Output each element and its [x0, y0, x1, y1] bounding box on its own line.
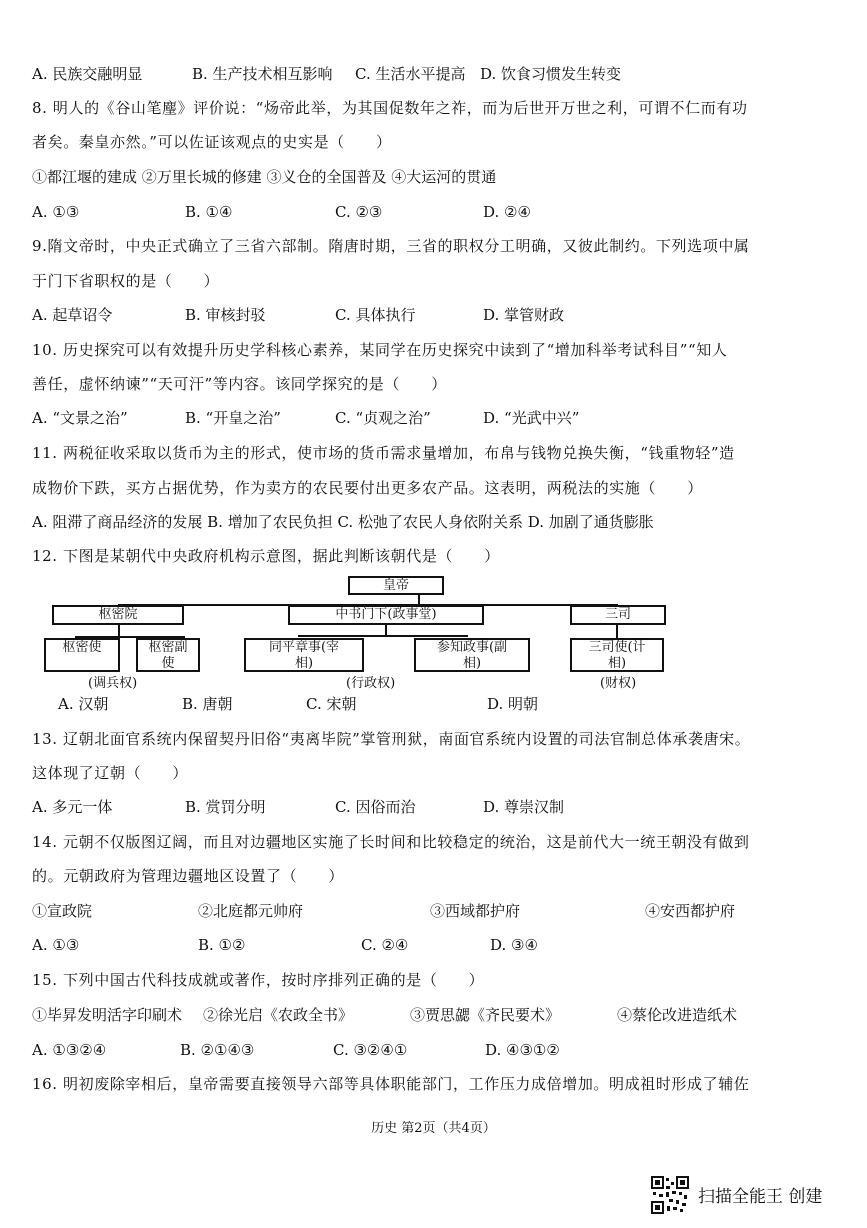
- q14-item-4: ④安西都护府: [645, 902, 736, 920]
- q8-option-d: D. ②④: [483, 203, 531, 221]
- q14-option-a: A. ①③: [32, 936, 80, 954]
- q13-option-b: B. 赏罚分明: [185, 798, 266, 816]
- q9-stem-line1: 9.隋文帝时，中央正式确立了三省六部制。隋唐时期，三省的职权分工明确，又彼此制约。下列选项中属: [32, 237, 750, 255]
- q14-stem-line2: 的。元朝政府为管理边疆地区设置了（ ）: [32, 867, 345, 885]
- diagram-label: (行政权): [346, 676, 396, 691]
- q11-stem-line1: 11. 两税征收采取以货币为主的形式，使市场的货币需求量增加，布帛与钱物兑换失衡，“钱重物轻”造: [32, 444, 735, 462]
- q14-item-2: ②北庭都元帅府: [198, 902, 304, 920]
- q10-option-b: B. “开皇之治”: [185, 409, 281, 427]
- diagram-box-l3: 枢密使: [44, 638, 120, 672]
- q7-option-c: C. 生活水平提高: [355, 65, 466, 83]
- scanner-watermark-text: 扫描全能王 创建: [698, 1187, 823, 1207]
- q14-item-1: ①宣政院: [32, 902, 93, 920]
- q9-option-a: A. 起草诏令: [32, 306, 113, 324]
- q15-item-2: ②徐光启《农政全书》: [203, 1006, 354, 1024]
- diagram-box-l3: 同平章事(宰相): [244, 638, 364, 672]
- q8-option-c: C. ②③: [335, 203, 383, 221]
- q12-option-b: B. 唐朝: [182, 695, 233, 713]
- q11-stem-line2: 成物价下跌，买方占据优势，作为卖方的农民要付出更多农产品。这表明，两税法的实施（ ）: [32, 479, 703, 497]
- q13-stem-line2: 这体现了辽朝（ ）: [32, 764, 189, 782]
- q9-option-b: B. 审核封驳: [185, 306, 266, 324]
- q15-item-4: ④蔡伦改进造纸术: [617, 1006, 738, 1024]
- q12-option-c: C. 宋朝: [306, 695, 357, 713]
- diagram-label: (财权): [600, 676, 637, 691]
- qr-code-icon: [651, 1176, 689, 1214]
- q15-option-d: D. ④③①②: [485, 1041, 560, 1059]
- q14-item-3: ③西域都护府: [430, 902, 521, 920]
- q10-stem-line2: 善任，虚怀纳谏”“天可汗”等内容。该同学探究的是（ ）: [32, 375, 447, 393]
- diagram-box-l3: 参知政事(副相): [414, 638, 530, 672]
- q7-option-d: D. 饮食习惯发生转变: [480, 65, 622, 83]
- q15-item-3: ③贾思勰《齐民要术》: [410, 1006, 561, 1024]
- q14-stem-line1: 14. 元朝不仅版图辽阔，而且对边疆地区实施了长时间和比较稳定的统治，这是前代大一统王朝没有做到: [32, 833, 750, 851]
- q10-option-a: A. “文景之治”: [32, 409, 128, 427]
- connector: [298, 635, 468, 637]
- q8-stem-line1: 8. 明人的《谷山笔麈》评价说：“炀帝此举，为其国促数年之祚，而为后世开万世之利，可谓不仁而有功: [32, 99, 748, 117]
- q8-stem-line2: 者矣。秦皇亦然。”可以佐证该观点的史实是（ ）: [32, 133, 392, 151]
- diagram-box-emperor: 皇帝: [348, 576, 444, 595]
- q13-option-d: D. 尊崇汉制: [483, 798, 565, 816]
- q10-option-d: D. “光武中兴”: [483, 409, 580, 427]
- q9-option-c: C. 具体执行: [335, 306, 416, 324]
- q12-stem: 12. 下图是某朝代中央政府机构示意图，据此判断该朝代是（ ）: [32, 547, 500, 565]
- q9-option-d: D. 掌管财政: [483, 306, 565, 324]
- q15-item-1: ①毕昇发明活字印刷术: [32, 1006, 183, 1024]
- connector: [616, 624, 618, 638]
- q11-options: A. 阻滞了商品经济的发展 B. 增加了农民负担 C. 松弛了农民人身依附关系 D. 加剧了通货膨胀: [32, 513, 654, 531]
- diagram-box-l3: 枢密副使: [136, 638, 200, 672]
- q13-option-c: C. 因俗而治: [335, 798, 416, 816]
- q15-option-c: C. ③②④①: [333, 1041, 408, 1059]
- q9-stem-line2: 于门下省职权的是（ ）: [32, 272, 220, 290]
- q15-stem: 15. 下列中国古代科技成就或著作，按时序排列正确的是（ ）: [32, 971, 485, 989]
- q12-option-d: D. 明朝: [487, 695, 539, 713]
- q12-option-a: A. 汉朝: [58, 695, 109, 713]
- q7-option-a: A. 民族交融明显: [32, 65, 143, 83]
- q10-option-c: C. “贞观之治”: [335, 409, 431, 427]
- q7-option-b: B. 生产技术相互影响: [192, 65, 333, 83]
- q14-option-b: B. ①②: [198, 936, 246, 954]
- q13-stem-line1: 13. 辽朝北面官系统内保留契丹旧俗“夷离毕院”掌管刑狱，南面官系统内设置的司法官制总体承袭唐宋。: [32, 730, 751, 748]
- q14-option-c: C. ②④: [361, 936, 409, 954]
- diagram-box-l2: 三司: [570, 605, 666, 625]
- q14-option-d: D. ③④: [490, 936, 538, 954]
- diagram-box-l2: 枢密院: [52, 605, 184, 625]
- q8-option-a: A. ①③: [32, 203, 80, 221]
- q15-option-b: B. ②①④③: [180, 1041, 255, 1059]
- q8-option-b: B. ①④: [185, 203, 233, 221]
- diagram-label: (调兵权): [88, 676, 138, 691]
- page-footer: 历史 第2页（共4页）: [371, 1121, 496, 1136]
- q16-stem: 16. 明初废除宰相后，皇帝需要直接领导六部等具体职能部门，工作压力成倍增加。明成祖时形成了辅佐: [32, 1075, 750, 1093]
- q8-items: ①都江堰的建成 ②万里长城的修建 ③义仓的全国普及 ④大运河的贯通: [32, 168, 497, 186]
- q10-stem-line1: 10. 历史探究可以有效提升历史学科核心素养，某同学在历史探究中读到了“增加科举考试科目”“知人: [32, 341, 728, 359]
- diagram-box-l2: 中书门下(政事堂): [288, 605, 484, 625]
- diagram-box-l3: 三司使(计相): [570, 638, 664, 672]
- q15-option-a: A. ①③②④: [32, 1041, 107, 1059]
- q13-option-a: A. 多元一体: [32, 798, 113, 816]
